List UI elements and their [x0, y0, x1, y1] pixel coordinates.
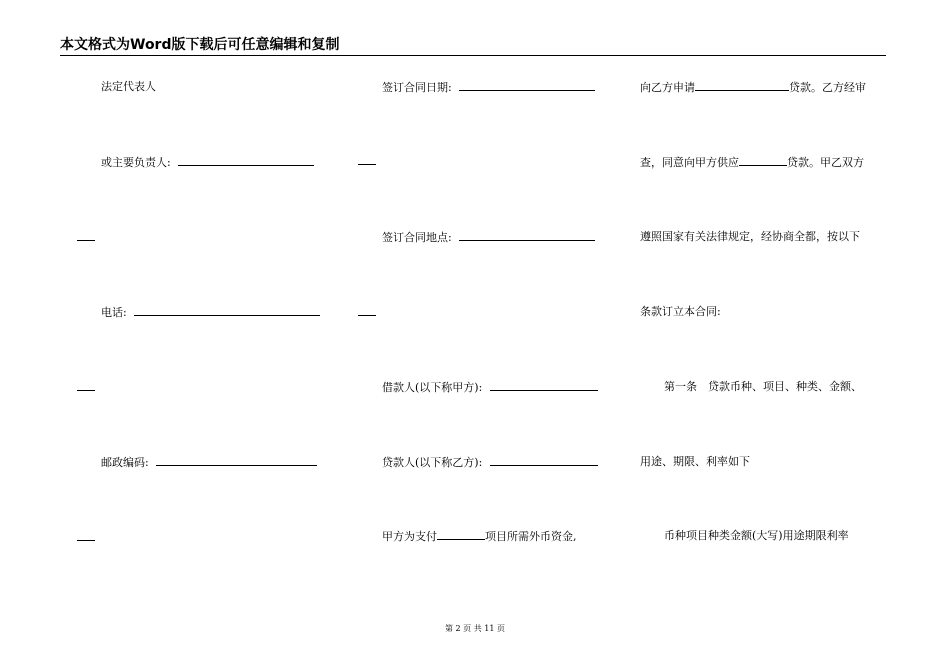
blank-continuation [77, 240, 95, 241]
loan-type-blank [695, 80, 789, 91]
sign-place-blank [459, 230, 595, 241]
terms-text: 条款订立本合同: [640, 305, 721, 318]
blank-continuation [358, 164, 376, 165]
project-blank [437, 529, 485, 540]
postcode-label: 邮政编码: [101, 456, 149, 469]
borrower-blank [490, 380, 598, 391]
purpose-text-a: 甲方为支付 [382, 530, 437, 543]
blank-continuation [77, 390, 95, 391]
review-text-a: 查，同意向甲方供应 [640, 156, 739, 169]
loan-table-header: 币种项目种类金额(大写)用途期限利率 [664, 529, 849, 542]
legal-representative-label: 法定代表人 [101, 80, 156, 93]
lender-row [382, 455, 598, 470]
principal-row [101, 155, 314, 170]
amount-blank [739, 155, 787, 166]
postcode-blank [156, 455, 317, 466]
blank-continuation [77, 540, 95, 541]
article-1-heading: 第一条 贷款币种、项目、种类、金额、 [664, 380, 862, 393]
postcode-row [101, 455, 317, 470]
sign-place-label: 签订合同地点: [382, 231, 452, 244]
sign-place-row [382, 230, 595, 245]
purpose-row [382, 529, 577, 544]
lender-blank [490, 455, 598, 466]
page-number: 第 2 页 共 11 页 [445, 624, 505, 633]
comply-text: 遵照国家有关法律规定，经协商全都，按以下 [640, 230, 860, 243]
principal-label: 或主要负责人: [101, 156, 171, 169]
blank-continuation [358, 315, 376, 316]
sign-date-blank [459, 80, 595, 91]
lender-label: 贷款人(以下称乙方): [382, 456, 483, 469]
phone-blank [134, 305, 320, 316]
sign-date-label: 签订合同日期: [382, 81, 452, 94]
document-header: 本文格式为Word版下载后可任意编辑和复制 [60, 36, 886, 56]
apply-row [640, 80, 866, 95]
article-1-continuation: 用途、期限、利率如下 [640, 455, 750, 468]
review-row [640, 155, 864, 170]
purpose-text-b: 项目所需外币资金, [485, 530, 577, 543]
principal-blank [178, 155, 314, 166]
review-text-b: 贷款。甲乙双方 [787, 156, 864, 169]
apply-text-a: 向乙方申请 [640, 81, 695, 94]
sign-date-row [382, 80, 595, 95]
apply-text-b: 贷款。乙方经审 [789, 81, 866, 94]
phone-label: 电话: [101, 306, 127, 319]
phone-row [101, 305, 320, 320]
borrower-row [382, 380, 598, 395]
borrower-label: 借款人(以下称甲方): [382, 381, 483, 394]
